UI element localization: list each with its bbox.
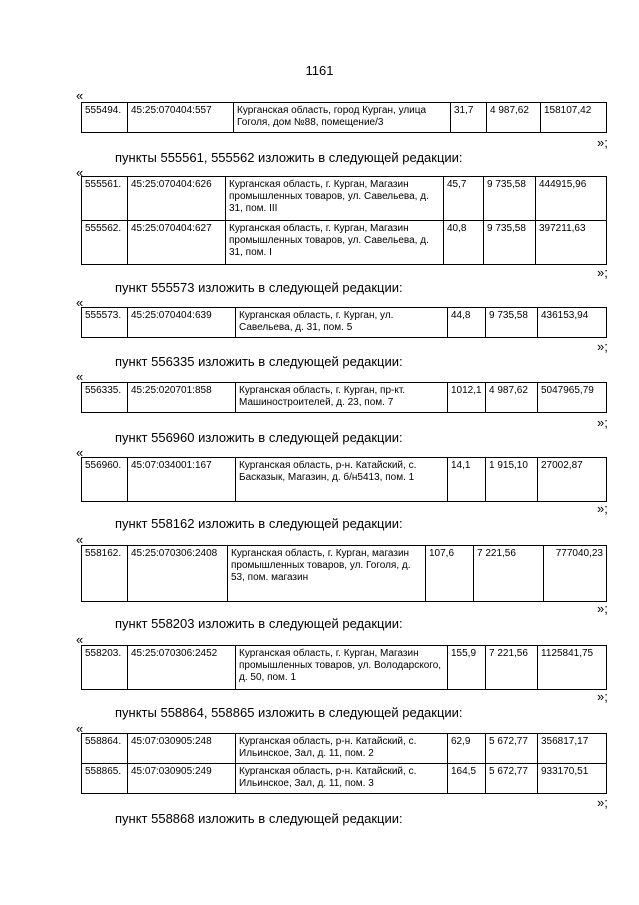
property-table xyxy=(81,733,607,794)
table-row xyxy=(82,734,607,764)
table-row xyxy=(82,458,607,502)
cadastral-number: 45:25:070306:2408 xyxy=(128,546,228,602)
close-quote: »; xyxy=(597,795,608,810)
value: 436153,94 xyxy=(538,308,607,338)
row-number: 555562. xyxy=(82,221,128,265)
open-quote: « xyxy=(76,88,84,103)
table-row xyxy=(82,308,607,338)
property-table xyxy=(81,457,607,502)
open-quote: « xyxy=(76,532,84,547)
rate: 5 672,77 xyxy=(486,764,538,794)
address: Курганская область, р-н. Катайский, с. Ильинское, Зал, д. 11, пом. 3 xyxy=(236,764,448,794)
property-table xyxy=(81,382,607,413)
cadastral-number: 45:07:030905:248 xyxy=(128,734,236,764)
address: Курганская область, г. Курган, пр-кт. Машиностроителей, д. 23, пом. 7 xyxy=(236,383,448,413)
rate: 4 987,62 xyxy=(486,383,538,413)
table-row xyxy=(82,103,607,133)
address: Курганская область, г. Курган, Магазин промышленных товаров, ул. Савельева, д. 31, пом. III xyxy=(226,177,444,221)
close-quote: »; xyxy=(597,601,608,616)
row-number: 555494. xyxy=(82,103,128,133)
page-number: 1161 xyxy=(305,63,334,78)
open-quote: « xyxy=(76,165,84,180)
property-table xyxy=(81,102,607,133)
cadastral-number: 45:07:034001:167 xyxy=(128,458,236,502)
table-row xyxy=(82,177,607,221)
instruction-paragraph: пункт 556960 изложить в следующей редакции: xyxy=(115,430,403,445)
instruction-paragraph: пункт 556335 изложить в следующей редакции: xyxy=(115,354,403,369)
address: Курганская область, г. Курган, магазин промышленных товаров, ул. Гоголя, д. 53, пом. магазин xyxy=(228,546,426,602)
open-quote: « xyxy=(76,369,84,384)
address: Курганская область, г. Курган, Магазин промышленных товаров, ул. Володарского, д. 50, пом. 1 xyxy=(236,646,448,690)
cadastral-number: 45:25:070306:2452 xyxy=(128,646,236,690)
instruction-paragraph: пункт 558868 изложить в следующей редакции: xyxy=(115,811,403,826)
row-number: 556960. xyxy=(82,458,128,502)
open-quote: « xyxy=(76,632,84,647)
area: 1012,1 xyxy=(448,383,486,413)
cadastral-number: 45:25:020701:858 xyxy=(128,383,236,413)
value: 1125841,75 xyxy=(538,646,607,690)
value: 356817,17 xyxy=(538,734,607,764)
area: 31,7 xyxy=(451,103,487,133)
close-quote: »; xyxy=(597,689,608,704)
value: 27002,87 xyxy=(538,458,607,502)
cadastral-number: 45:07:030905:249 xyxy=(128,764,236,794)
property-table xyxy=(81,545,607,602)
rate: 4 987,62 xyxy=(487,103,541,133)
property-table xyxy=(81,307,607,338)
value: 158107,42 xyxy=(541,103,607,133)
close-quote: »; xyxy=(597,415,608,430)
row-number: 558864. xyxy=(82,734,128,764)
area: 40,8 xyxy=(444,221,484,265)
row-number: 555573. xyxy=(82,308,128,338)
value: 933170,51 xyxy=(538,764,607,794)
address: Курганская область, г. Курган, Магазин промышленных товаров, ул. Савельева, д. 31, пом. I xyxy=(226,221,444,265)
rate: 9 735,58 xyxy=(484,221,536,265)
cadastral-number: 45:25:070404:557 xyxy=(128,103,234,133)
cadastral-number: 45:25:070404:626 xyxy=(128,177,226,221)
value: 777040,23 xyxy=(544,546,607,602)
rate: 9 735,58 xyxy=(486,308,538,338)
instruction-paragraph: пункты 558864, 558865 изложить в следующей редакции: xyxy=(115,705,463,720)
open-quote: « xyxy=(76,445,84,460)
table-row xyxy=(82,646,607,690)
address: Курганская область, г. Курган, ул. Савельева, д. 31, пом. 5 xyxy=(236,308,448,338)
property-table xyxy=(81,176,607,265)
close-quote: »; xyxy=(597,265,608,280)
table-row xyxy=(82,764,607,794)
area: 107,6 xyxy=(426,546,474,602)
table-row xyxy=(82,383,607,413)
row-number: 558865. xyxy=(82,764,128,794)
address: Курганская область, р-н. Катайский, с. Ильинское, Зал, д. 11, пом. 2 xyxy=(236,734,448,764)
instruction-paragraph: пункт 558162 изложить в следующей редакции: xyxy=(115,516,403,531)
area: 155,9 xyxy=(448,646,486,690)
rate: 7 221,56 xyxy=(474,546,544,602)
value: 397211,63 xyxy=(536,221,607,265)
row-number: 555561. xyxy=(82,177,128,221)
cadastral-number: 45:25:070404:639 xyxy=(128,308,236,338)
area: 62,9 xyxy=(448,734,486,764)
open-quote: « xyxy=(76,295,84,310)
area: 44,8 xyxy=(448,308,486,338)
row-number: 558162. xyxy=(82,546,128,602)
close-quote: »; xyxy=(597,339,608,354)
cadastral-number: 45:25:070404:627 xyxy=(128,221,226,265)
area: 164,5 xyxy=(448,764,486,794)
table-row xyxy=(82,546,607,602)
property-table xyxy=(81,645,607,690)
instruction-paragraph: пункт 558203 изложить в следующей редакции: xyxy=(115,616,403,631)
rate: 1 915,10 xyxy=(486,458,538,502)
area: 14,1 xyxy=(448,458,486,502)
address: Курганская область, город Курган, улица Гоголя, дом №88, помещение/3 xyxy=(234,103,451,133)
value: 5047965,79 xyxy=(538,383,607,413)
value: 444915,96 xyxy=(536,177,607,221)
address: Курганская область, р-н. Катайский, с. Басказык, Магазин, д. б/н5413, пом. 1 xyxy=(236,458,448,502)
close-quote: »; xyxy=(597,501,608,516)
row-number: 556335. xyxy=(82,383,128,413)
rate: 7 221,56 xyxy=(486,646,538,690)
open-quote: « xyxy=(76,721,84,736)
instruction-paragraph: пункты 555561, 555562 изложить в следующей редакции: xyxy=(115,150,463,165)
rate: 9 735,58 xyxy=(484,177,536,221)
table-row xyxy=(82,221,607,265)
area: 45,7 xyxy=(444,177,484,221)
rate: 5 672,77 xyxy=(486,734,538,764)
instruction-paragraph: пункт 555573 изложить в следующей редакции: xyxy=(115,280,403,295)
close-quote: »; xyxy=(597,135,608,150)
row-number: 558203. xyxy=(82,646,128,690)
